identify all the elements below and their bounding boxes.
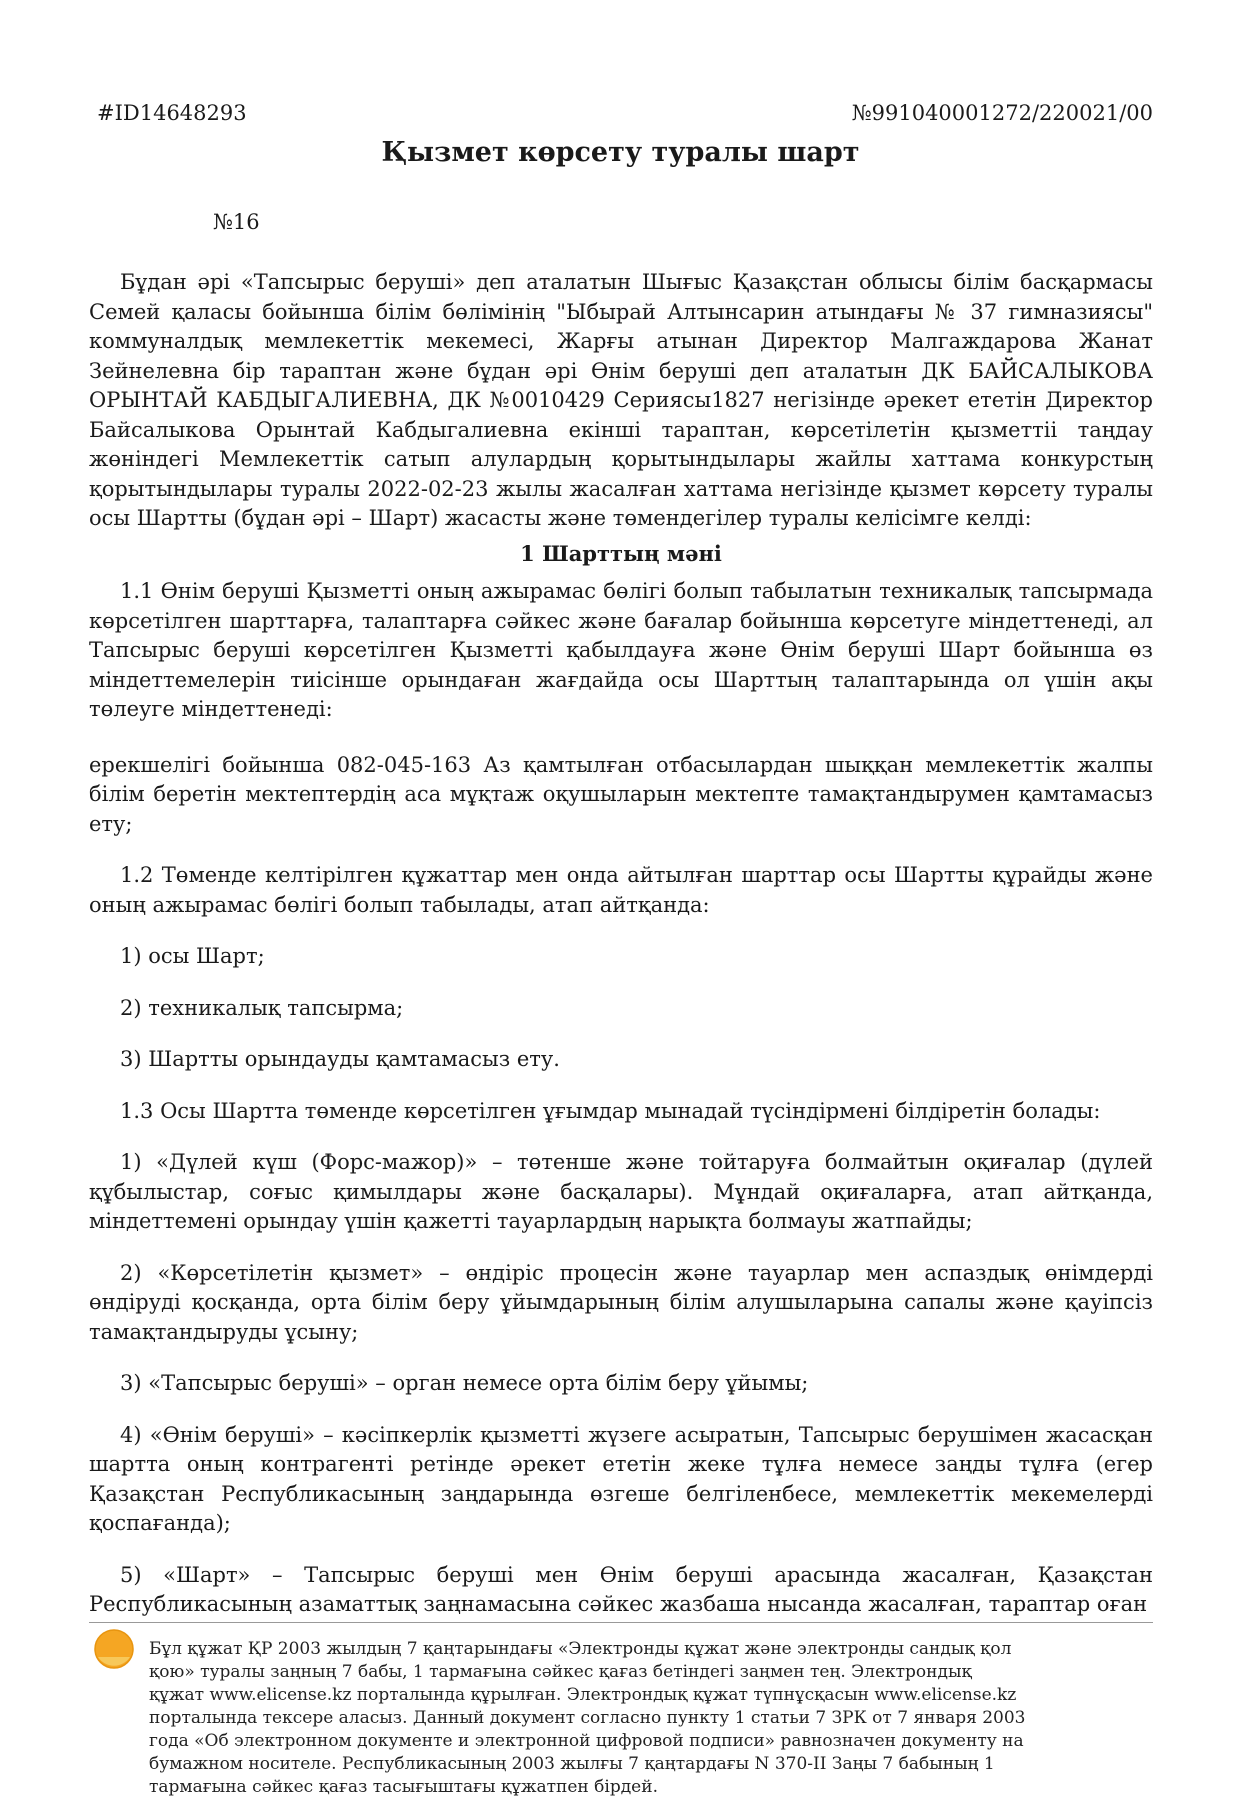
list-item: 1) осы Шарт; [120, 944, 265, 968]
footer-divider [89, 1622, 1153, 1623]
list-item: 3) Шартты орындауды қамтамасыз ету. [120, 1047, 560, 1071]
document-body [89, 268, 1153, 1620]
definition-item: 5) «Шарт» – Тапсырыс беруші мен Өнім беруші арасында жасалған, Қазақстан Республикасының азаматтық заңнамасына сәйкес жазбаша нысанда жасалған, тараптар оған [89, 1562, 1153, 1616]
definition-item: 1) «Дүлей күш (Форс-мажор)» – төтенше және тойтаруға болмайтын оқиғалар (дүлей құбылыстар, соғыс қимылдары және басқалары). Мұндай оқиғаларға, атап айтқанда, міндеттемені орындау үшін қажетті тауарлардың нарықта болмауы жатпайды; [89, 1150, 1153, 1233]
intro-paragraph: Бұдан әрі «Тапсырыс беруші» деп аталатын Шығыс Қазақстан облысы білім басқармасы Семей қаласы бойынша білім бөлімінің "Ыбырай Алтынсарин атындағы № 37 гимназиясы" коммуналдық мемлекеттік мекемесі, Жарғы атынан Директор Малгаждарова Жанат Зейнелевна бір тараптан және бұдан әрі Өнім беруші деп аталатын ДК БАЙСАЛЫКОВА ОРЫНТАЙ КАБДЫГАЛИЕВНА, ДК №0010429 Сериясы1827 негізінде әрекет ететін Директор Байсалыкова Орынтай Кабдыгалиевна екінші тараптан, көрсетілетін қызметтіі таңдау жөніндегі Мемлекеттік сатып алулардың қорытындылары жайлы хаттама конкурстың қорытындылары туралы 2022-02-23 жылы жасалған хаттама негізінде қызмет көрсету туралы осы Шартты (бұдан әрі – Шарт) жасасты және төмендегілер туралы келісімге келді: [89, 270, 1153, 530]
definition-item: 4) «Өнім беруші» – кәсіпкерлік қызметті жүзеге асыратын, Тапсырыс берушімен жасасқан шартта оның контрагенті ретінде әрекет ететін жеке тұлға немесе заңды тұлға (егер Қазақстан Республикасының заңдарында өзгеше белгіленбесе, мемлекеттік мекемелерді қоспағанда); [89, 1422, 1153, 1535]
document-title: Қызмет көрсету туралы шарт [381, 137, 860, 168]
elicense-logo-icon [92, 1627, 136, 1671]
section-heading: 1 Шарттың мәні [520, 540, 722, 566]
contract-number: №16 [213, 210, 260, 234]
registration-number: №991040001272/220021/00 [851, 101, 1153, 125]
clause-1-2: 1.2 Төменде келтірілген құжаттар мен онда айтылған шарттар осы Шартты құрайды және оның ажырамас бөлігі болып табылады, атап айтқанда: [89, 863, 1153, 917]
clause-1-1: 1.1 Өнім беруші Қызметті оның ажырамас бөлігі болып табылатын техникалық тапсырмада көрсетілген шарттарға, талаптарға сәйкес және бағалар бойынша көрсетуге міндеттенеді, ал Тапсырыс беруші көрсетілген Қызметті қабылдауға және Өнім беруші Шарт бойынша өз міндеттемелерін тиісінше орындаған жағдайда осы Шарттың талаптарында ол үшін ақы төлеуге міндеттенеді: [89, 579, 1153, 721]
definition-item: 3) «Тапсырыс беруші» – орган немесе орта білім беру ұйымы; [120, 1371, 809, 1395]
document-id: #ID14648293 [97, 101, 247, 125]
specification-paragraph: ерекшелігі бойынша 082-045-163 Аз қамтылған отбасылардан шыққан мемлекеттік жалпы білім беретін мектептердің аса мұқтаж оқушыларын мектепте тамақтандырумен қамтамасыз ету; [89, 752, 1153, 836]
footer-legal-notice: Бұл құжат ҚР 2003 жылдың 7 қаңтарындағы «Электронды құжат және электронды сандық қол қою» туралы заңның 7 бабы, 1 тармағына сәйкес қағаз бетіндегі заңмен тең. Электрондық құжат www.elicense.kz порталында құрылған. Электрондық құжат түпнұсқасын www.elicense.kz порталында тексере аласыз. Данный документ согласно пункту 1 статьи 7 ЗРК от 7 января 2003 года «Об электронном документе и электронной цифровой подписи» равнозначен документу на бумажном носителе. Республикасының 2003 жылғы 7 қаңтардағы N 370-II Заңы 7 бабының 1 тармағына сәйкес қағаз тасығыштағы құжатпен бірдей. [149, 1639, 1026, 1797]
clause-1-3: 1.3 Осы Шартта төменде көрсетілген ұғымдар мынадай түсіндірмені білдіретін болады: [120, 1098, 1101, 1123]
list-item: 2) техникалық тапсырма; [120, 995, 404, 1020]
definition-item: 2) «Көрсетілетін қызмет» – өндіріс процесін және тауарлар мен аспаздық өнімдерді өндіруді қосқанда, орта білім беру ұйымдарының білім алушыларына сапалы және қауіпсіз тамақтандыруды ұсыну; [89, 1260, 1153, 1344]
